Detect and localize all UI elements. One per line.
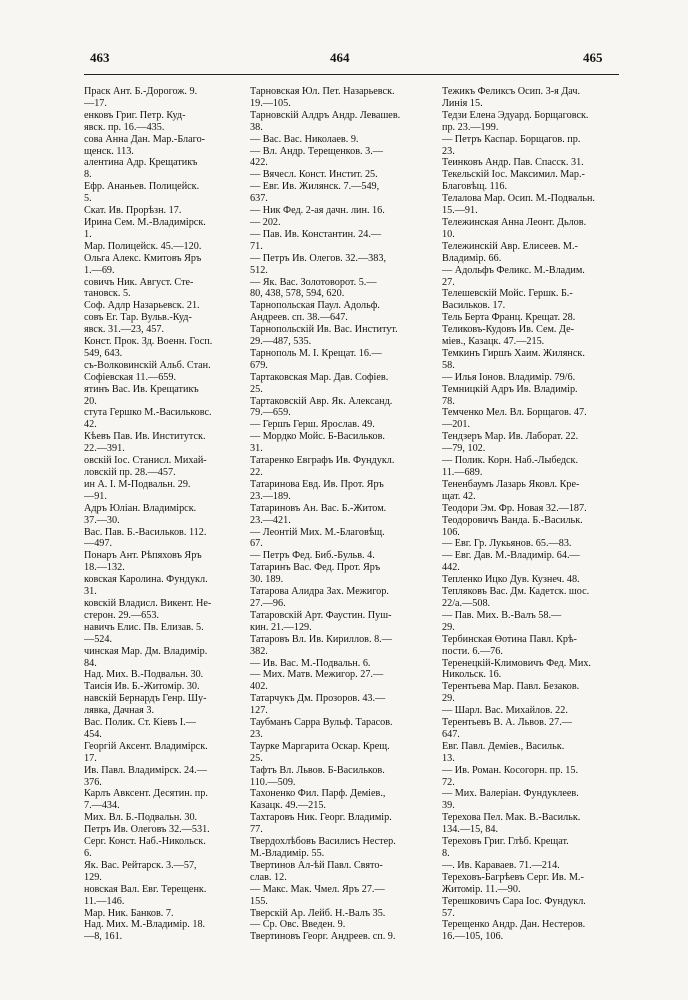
entry-line: енковъ Григ. Петр. Куд- (84, 109, 186, 121)
entry-line: — Ср. Овс. Введен. 9. (250, 919, 346, 931)
entry-line: Телалова Мар. Осип. М.-Подвальн. (442, 193, 595, 205)
entry-line: Понаръ Ант. Рѣпяховъ Яръ (84, 550, 202, 562)
entry-line: 29. (442, 693, 455, 705)
entry-line: 39. (442, 800, 455, 812)
entry-line: 15.—91. (442, 205, 478, 217)
entry-line: — Гершъ Герш. Ярослав. 49. (250, 419, 375, 431)
entry-line: Терещенко Андр. Дан. Нестеров. (442, 919, 586, 931)
entry-line: Твертиновъ Георг. Андреев. сп. 9. (250, 931, 396, 943)
page-number-center: 464 (330, 50, 350, 65)
entry-line: 5. (84, 193, 92, 205)
entry-line: Темницкій Адръ Ив. Владимір. (442, 383, 578, 395)
entry-line: 72. (442, 776, 455, 788)
entry-line: Евг. Павл. Деміев., Васильк. (442, 740, 565, 752)
entry-line: 10. (442, 228, 455, 240)
entry-line: — Макс. Мак. Чмел. Яръ 27.— (250, 883, 385, 895)
entry-line: Ефр. Ананьев. Полицейск. (84, 181, 200, 193)
entry-line: Тендзеръ Мар. Ив. Лаборат. 22. (442, 431, 579, 443)
entry-line: Тахтаровъ Ник. Георг. Владимір. (250, 812, 392, 824)
entry-line: 17. (84, 752, 97, 764)
header-rule (84, 74, 619, 75)
entry-line: щенск. 113. (84, 145, 134, 157)
entry-line: Тепленко Ицко Дув. Кузнеч. 48. (442, 574, 580, 586)
entry-line: 127. (250, 705, 268, 717)
entry-line: Скат. Ив. Прорѣзн. 17. (84, 205, 182, 217)
entry-line: 84. (84, 657, 97, 669)
entry-line: —497. (84, 538, 113, 550)
entry-line: 11.—689. (442, 467, 483, 478)
entry-line: Никольск. 16. (442, 669, 502, 681)
entry-line: — Петръ Фед. Биб.-Бульв. 4. (250, 550, 375, 562)
column-right (442, 86, 620, 956)
entry-line: 78. (442, 395, 455, 407)
entry-line: Татаренко Евграфъ Ив. Фундукл. (250, 455, 395, 467)
entry-line: — Евг. Дав. М.-Владимір. 64.— (442, 550, 580, 562)
page-number-left: 463 (90, 50, 110, 65)
entry-line: Праск Ант. Б.-Дорогож. 9. (84, 86, 198, 97)
entry-line: 1.—69. (84, 264, 115, 276)
entry-line: 129. (84, 871, 102, 883)
entry-line: Адръ Юліан. Владимірск. (84, 502, 197, 514)
entry-line: Вас. Пав. Б.-Васильков. 112. (84, 526, 207, 538)
entry-line: — Петръ Ив. Олегов. 32.—383, (250, 252, 386, 264)
entry-line: 37.—30. (84, 514, 120, 526)
entry-line: —524. (84, 633, 113, 645)
entry-line: 23.—421. (250, 514, 291, 526)
entry-line: пр. 23.—199. (442, 121, 499, 133)
entry-line: 1. (84, 228, 92, 240)
entry-line: явск. пр. 16.—435. (84, 121, 165, 133)
entry-line: Житомір. 11.—90. (442, 883, 521, 895)
entry-line: 42. (84, 419, 97, 431)
entry-line: стута Гершко М.-Васильковс. (84, 407, 212, 419)
entry-line: 67. (250, 538, 263, 550)
entry-line: — Вас. Вас. Николаев. 9. (250, 133, 359, 145)
entry-line: 22/а.—508. (442, 597, 491, 609)
entry-line: Тарнополь М. І. Крещат. 16.— (250, 347, 382, 359)
entry-line: Теодори Эм. Фр. Новая 32.—187. (442, 502, 587, 514)
entry-line: — Ник Фед. 2-ая дачн. лин. 16. (250, 205, 385, 217)
entry-line: ковскій Владисл. Викент. Не- (84, 597, 212, 609)
entry-line: Татаровскій Арт. Фаустин. Пуш- (250, 609, 392, 621)
entry-line: Тартаковская Мар. Дав. Софіев. (250, 371, 389, 383)
entry-line: 23. (442, 145, 455, 157)
entry-line: Андреев. сп. 38.—647. (250, 312, 348, 324)
entry-line: щат. 42. (442, 490, 476, 502)
entry-line: — Мих. Матв. Межигор. 27.— (250, 669, 384, 681)
entry-line: 31. (84, 586, 97, 598)
entry-line: Терешковичъ Сара Іос. Фундукл. (442, 895, 586, 907)
entry-line: Благовѣщ. 116. (442, 181, 508, 193)
entry-line: 637. (250, 193, 268, 205)
entry-line: Тереховъ Григ. Глѣб. Крещат. (442, 836, 569, 848)
entry-line: Темкинъ Гиршъ Хаим. Жилянск. (442, 347, 585, 359)
entry-line: сова Анна Дан. Мар.-Благо- (84, 133, 206, 145)
entry-line: стерон. 29.—653. (84, 609, 159, 621)
entry-line: — Пав. Ив. Константин. 24.— (250, 228, 382, 240)
entry-line: 512. (250, 264, 268, 276)
entry-line: 30. 189. (250, 574, 284, 586)
entry-line: Татарова Алидра Зах. Межигор. (250, 586, 389, 598)
entry-line: — Ив. Роман. Косогорн. пр. 15. (442, 764, 579, 776)
entry-line: Тедзи Елена Эдуард. Борщаговск. (442, 109, 589, 121)
entry-line: 77. (250, 824, 263, 836)
entry-line: Линія 15. (442, 97, 483, 109)
entry-line: Терентьева Мар. Павл. Безаков. (442, 681, 580, 693)
entry-line: навскій Бернардъ Генр. Шу- (84, 693, 207, 705)
entry-line: 647. (442, 728, 460, 740)
entry-line: Мих. Вл. Б.-Подвальн. 30. (84, 812, 198, 824)
entry-line: Мар. Полицейск. 45.—120. (84, 240, 202, 252)
entry-line: 110.—509. (250, 776, 296, 788)
entry-line: Владимір. 66. (442, 252, 502, 264)
entry-line: 155. (250, 895, 268, 907)
entry-line: явск. 31.—23, 457. (84, 324, 165, 336)
entry-line: совичъ Ник. Август. Сте- (84, 276, 194, 288)
entry-line: — Ив. Вас. М.-Подвальн. 6. (250, 657, 371, 669)
entry-line: Вас. Полик. Ст. Кіевъ І.— (84, 717, 196, 729)
entry-line: совъ Ег. Тар. Вульв.-Куд- (84, 312, 192, 324)
entry-line: — Евг. Ив. Жилянск. 7.—549, (250, 181, 380, 193)
entry-line: —. Ив. Караваев. 71.—214. (442, 859, 560, 871)
entry-line: 13. (442, 752, 455, 764)
entry-line: 58. (442, 359, 455, 371)
entry-line: Татаринова Евд. Ив. Прот. Яръ (250, 478, 384, 490)
entry-line: — 202. (250, 216, 281, 228)
entry-line: Тепляковъ Вас. Дм. Кадетск. шос. (442, 586, 590, 598)
entry-line: Тербинская Өотина Павл. Крѣ- (442, 633, 577, 645)
entry-line: Як. Вас. Рейтарск. 3.—57, (84, 859, 197, 871)
entry-line: — Адольфъ Феликс. М.-Владим. (442, 264, 585, 276)
entry-line: Над. Мих. В.-Подвальн. 30. (84, 669, 204, 681)
entry-line: Текельскій Іос. Максимил. Мар.- (442, 169, 585, 181)
entry-line: Татаровъ Вл. Ив. Кириллов. 8.— (250, 633, 392, 645)
entry-line: Тарновская Юл. Пет. Назарьевск. (250, 86, 395, 97)
entry-line: Татаринъ Вас. Фед. Прот. Яръ (250, 562, 381, 574)
entry-line: Тежикъ Феликсъ Осип. 3-я Дач. (442, 86, 581, 97)
entry-line: Теликовъ-Кудовъ Ив. Сем. Де- (442, 324, 574, 336)
entry-line: Софіевская 11.—659. (84, 371, 177, 383)
entry-line: пости. 6.—76. (442, 645, 503, 657)
entry-line: 382. (250, 645, 268, 657)
entry-line: — Шарл. Вас. Михайлов. 22. (442, 705, 568, 717)
entry-line: Кѣевъ Пав. Ив. Институтск. (84, 431, 206, 443)
entry-line: слав. 12. (250, 871, 287, 883)
entry-line: Таубманъ Сарра Вульф. Тарасов. (250, 717, 393, 729)
entry-line: —8, 161. (84, 931, 123, 943)
entry-line: Казацк. 49.—215. (250, 800, 326, 812)
entry-line: 79.—659. (250, 407, 291, 419)
entry-line: М.-Владимір. 55. (250, 848, 325, 859)
entry-line: 402. (250, 681, 268, 693)
entry-line: Татариновъ Ан. Вас. Б.-Житом. (250, 502, 387, 514)
entry-line: Тафтъ Вл. Львов. Б-Васильков. (250, 764, 385, 776)
entry-line: —91. (84, 490, 107, 502)
entry-line: — Петръ Каспар. Борщагов. пр. (442, 133, 581, 145)
entry-line: Соф. Адлр Назарьевск. 21. (84, 300, 200, 312)
entry-line: —17. (84, 97, 107, 109)
entry-line: чинская Мар. Дм. Владимір. (84, 645, 208, 657)
entry-line: міев., Казацк. 47.—215. (442, 336, 545, 348)
column-center (250, 86, 432, 956)
entry-line: ятинъ Вас. Ив. Крещатикъ (84, 383, 199, 395)
entry-line: —201. (442, 419, 471, 431)
entry-line: 7.—434. (84, 800, 120, 812)
entry-line: Георгій Аксент. Владимірск. (84, 740, 208, 752)
entry-line: — Мих. Валеріан. Фундуклеев. (442, 788, 579, 800)
entry-line: Терехова Пел. Мак. В.-Васильк. (442, 812, 581, 824)
entry-line: Тарновскій Алдръ Андр. Левашев. (250, 109, 401, 121)
entry-line: —79, 102. (442, 443, 486, 455)
entry-line: 134.—15, 84. (442, 824, 499, 836)
page-number-right: 465 (583, 50, 603, 65)
entry-line: Над. Мих. М.-Владимір. 18. (84, 919, 206, 931)
entry-line: 22.—391. (84, 443, 125, 455)
entry-line: 8. (442, 848, 450, 859)
entry-line: 23. (250, 728, 263, 740)
entry-line: Мар. Ник. Банков. 7. (84, 907, 174, 919)
entry-line: Теодоровичъ Ванда. Б.-Васильк. (442, 514, 583, 526)
entry-line: — Полик. Корн. Наб.-Лыбедск. (442, 455, 579, 467)
entry-line: навичъ Елис. Пв. Елизав. 5. (84, 621, 204, 633)
entry-line: Конст. Прок. Зд. Военн. Госп. (84, 336, 213, 348)
entry-line: 22. (250, 467, 263, 478)
entry-line: Ив. Павл. Владимірск. 24.— (84, 764, 207, 776)
entry-line: 549, 643. (84, 347, 123, 359)
entry-line: — Леонтій Мих. М.-Благовѣщ. (250, 526, 385, 538)
entry-line: Терентьевъ В. А. Львов. 27.— (442, 717, 572, 729)
entry-line: 19.—105. (250, 97, 291, 109)
entry-line: Тележинская Анна Леонт. Дьлов. (442, 216, 587, 228)
entry-line: Твердохлѣбовъ Василисъ Нестер. (250, 836, 396, 848)
entry-line: 422. (250, 157, 268, 169)
entry-line: 23.—189. (250, 490, 291, 502)
entry-line: — Вл. Андр. Терещенков. 3.— (250, 145, 383, 157)
entry-line: 25. (250, 752, 263, 764)
entry-line: Тененбаумъ Лазарь Яковл. Кре- (442, 478, 580, 490)
entry-line: — Илья Іонов. Владимір. 79/6. (442, 371, 576, 383)
entry-line: 16.—105, 106. (442, 931, 504, 943)
entry-line: ловскій пр. 28.—457. (84, 467, 176, 478)
entry-line: Серг. Конст. Наб.-Никольск. (84, 836, 206, 848)
entry-line: 29.—487, 535. (250, 336, 312, 348)
entry-line: Ольга Алекс. Кмитовъ Яръ (84, 252, 202, 264)
entry-line: Ирина Сем. М.-Владимірск. (84, 216, 206, 228)
entry-line: 11.—146. (84, 895, 125, 907)
entry-line: кин. 21.—129. (250, 621, 312, 633)
entry-line: 27. (442, 276, 455, 288)
entry-line: Темченко Мел. Вл. Борщагов. 47. (442, 407, 587, 419)
entry-line: 454. (84, 728, 102, 740)
entry-line: Тарнопольская Паул. Адольф. (250, 300, 380, 312)
entry-line: 20. (84, 395, 97, 407)
entry-line: ин А. І. М-Подвальн. 29. (84, 478, 191, 490)
entry-line: 8. (84, 169, 92, 181)
entry-line: Васильков. 17. (442, 300, 506, 312)
entry-line: 71. (250, 240, 263, 252)
entry-line: алентина Адр. Крещатикъ (84, 157, 198, 169)
entry-line: тановск. 5. (84, 288, 131, 300)
entry-line: 6. (84, 848, 92, 859)
entry-line: — Мордко Мойс. Б-Васильков. (250, 431, 385, 443)
entry-line: новская Вал. Евг. Терещенк. (84, 883, 207, 895)
entry-line: лявка, Дачная 3. (84, 705, 155, 717)
entry-line: — Евг. Гр. Лукьянов. 65.—83. (442, 538, 572, 550)
entry-line: 18.—132. (84, 562, 125, 574)
entry-line: Татарчукъ Дм. Прозоров. 43.— (250, 693, 386, 705)
entry-line: Карлъ Авксент. Десятин. пр. (84, 788, 208, 800)
entry-line: — Вячесл. Конст. Инстит. 25. (250, 169, 378, 181)
entry-line: 57. (442, 907, 455, 919)
entry-line: 38. (250, 121, 263, 133)
entry-line: Таисія Ив. Б.-Житомір. 30. (84, 681, 200, 693)
entry-line: 27.—96. (250, 597, 286, 609)
entry-line: 80, 438, 578, 594, 620. (250, 288, 345, 300)
entry-line: Твертинов Ал-ѣй Павл. Свято- (250, 859, 383, 871)
entry-line: 106. (442, 526, 460, 538)
entry-line: съ-Волковинскій Альб. Стан. (84, 359, 211, 371)
entry-line: Тверскій Ар. Лейб. Н.-Валъ 35. (250, 907, 386, 919)
entry-line: 31. (250, 443, 263, 455)
entry-line: Тарнопольскій Ив. Вас. Институт. (250, 324, 398, 336)
entry-line: Тартаковскій Авр. Як. Александ. (250, 395, 393, 407)
entry-line: 25. (250, 383, 263, 395)
entry-line: — Пав. Мих. В.-Валъ 58.— (442, 609, 562, 621)
entry-line: 29. (442, 621, 455, 633)
column-left (84, 86, 244, 956)
entry-line: Тель Берта Франц. Крещат. 28. (442, 312, 576, 324)
entry-line: 442. (442, 562, 460, 574)
entry-line: — Як. Вас. Золотоворот. 5.— (250, 276, 377, 288)
entry-line: Теренецкій-Климовичъ Фед. Мих. (442, 657, 591, 669)
entry-line: 679. (250, 359, 268, 371)
entry-line: Тахоненко Фил. Парф. Деміев., (250, 788, 386, 800)
entry-line: Петръ Ив. Олеговъ 32.—531. (84, 824, 210, 836)
entry-line: Телешевскій Мойс. Гершк. Б.- (442, 288, 573, 300)
entry-line: Таурке Маргарита Оскар. Крещ. (250, 740, 390, 752)
entry-line: Тереховъ-Багрѣевъ Серг. Ив. М.- (442, 871, 584, 883)
entry-line: ковская Каролина. Фундукл. (84, 574, 208, 586)
entry-line: Тележинскій Авр. Елисеев. М.- (442, 240, 578, 252)
entry-line: Теинковъ Андр. Пав. Спасск. 31. (442, 157, 584, 169)
entry-line: овскій Іос. Станисл. Михай- (84, 455, 207, 467)
entry-line: 376. (84, 776, 102, 788)
